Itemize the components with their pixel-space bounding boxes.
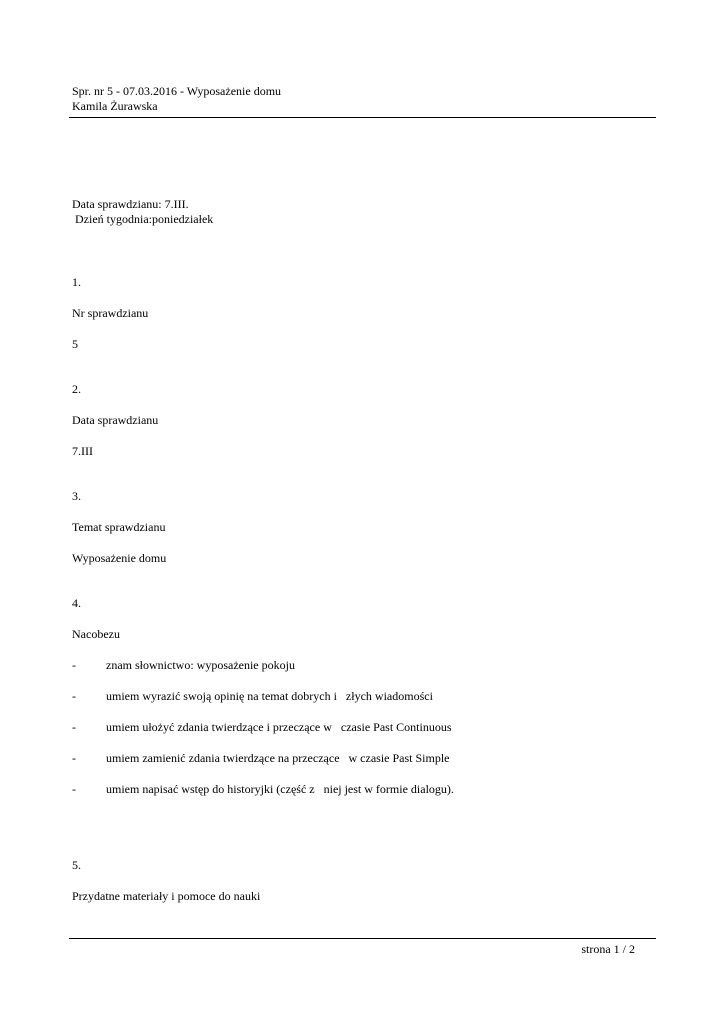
page-number: strona 1 / 2 — [581, 942, 635, 956]
section-value: 5 — [72, 337, 78, 351]
section-4 — [72, 596, 652, 813]
section-number: 1. — [72, 275, 81, 289]
section-value: Wyposażenie domu — [72, 551, 167, 565]
test-meta — [72, 197, 213, 227]
list-dash: - — [72, 720, 76, 734]
list-dash: - — [72, 751, 76, 765]
section-heading: Nr sprawdzianu — [72, 306, 149, 320]
page-header — [72, 84, 281, 114]
list-dash: - — [72, 689, 76, 703]
section-value: 7.III — [72, 444, 93, 458]
list-item — [72, 689, 652, 720]
spacer — [72, 475, 652, 489]
section-heading: Data sprawdzianu — [72, 413, 159, 427]
section-2 — [72, 382, 652, 475]
list-item — [72, 782, 652, 813]
header-divider — [69, 117, 656, 118]
sections-list — [72, 275, 652, 920]
section-number: 5. — [72, 858, 81, 872]
section-heading: Przydatne materiały i pomoce do nauki — [72, 889, 261, 903]
list-item-text: umiem zamienić zdania twierdzące na przeczące w czasie Past Simple — [106, 751, 450, 765]
section-number: 4. — [72, 596, 81, 610]
test-date: Data sprawdzianu: 7.III. — [72, 197, 189, 211]
section-number: 3. — [72, 489, 81, 503]
spacer — [72, 368, 652, 382]
document-author: Kamila Żurawska — [72, 99, 158, 113]
list-dash: - — [72, 782, 76, 796]
list-item-text: umiem napisać wstęp do historyjki (część z niej jest w formie dialogu). — [106, 782, 454, 796]
footer-divider — [69, 938, 656, 939]
list-item-text: umiem ułożyć zdania twierdzące i przeczące w czasie Past Continuous — [106, 720, 452, 734]
spacer — [72, 813, 652, 858]
section-heading: Nacobezu — [72, 627, 120, 641]
list-dash: - — [72, 658, 76, 672]
test-weekday: Dzień tygodnia:poniedziałek — [75, 212, 214, 226]
list-item — [72, 720, 652, 751]
section-3 — [72, 489, 652, 582]
document-title: Spr. nr 5 - 07.03.2016 - Wyposażenie domu — [72, 84, 282, 98]
section-heading: Temat sprawdzianu — [72, 520, 166, 534]
list-item — [72, 658, 652, 689]
list-item-text: znam słownictwo: wyposażenie pokoju — [106, 658, 295, 672]
list-item — [72, 751, 652, 782]
section-1 — [72, 275, 652, 368]
list-item-text: umiem wyrazić swoją opinię na temat dobrych i złych wiadomości — [106, 689, 433, 703]
spacer — [72, 582, 652, 596]
section-number: 2. — [72, 382, 81, 396]
section-5 — [72, 858, 652, 920]
